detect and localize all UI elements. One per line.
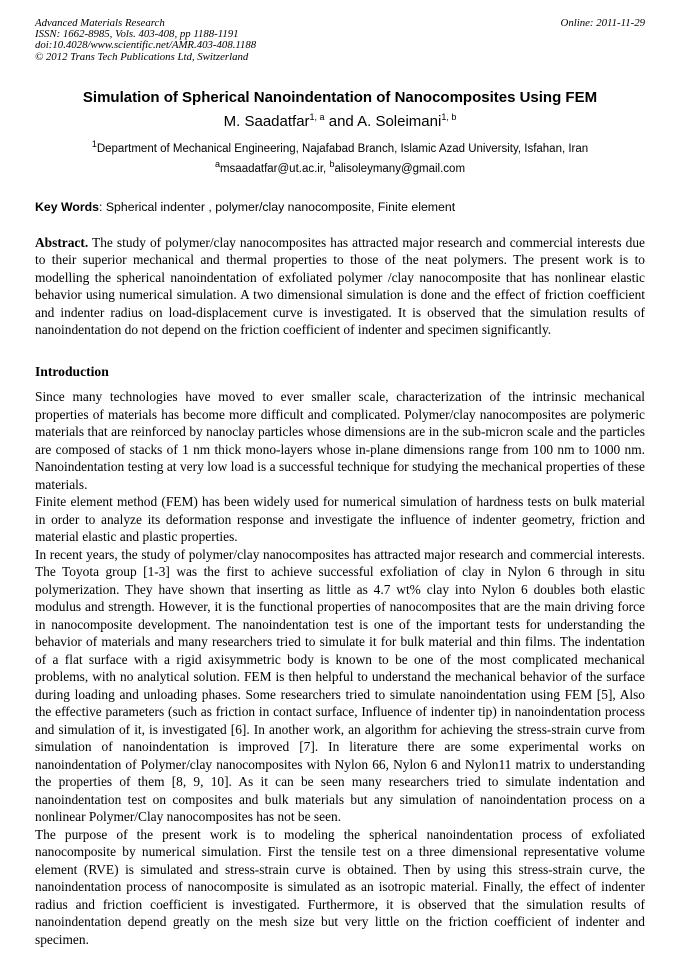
introduction-body [35,388,645,948]
intro-paragraph-3: In recent years, the study of polymer/clay nanocomposites has attracted major research and commercial interests. The Toyota group [1-3] was the first to achieve successful exfoliation of clay in Nylon 6 through in situ polymerization. They have shown that inserting as little as 4.7 wt% clay into Nylon 6 doubles both elastic modulus and strength. However, it is the functional properties of nanocomposites that are the main driving force in nanocomposite development. The nanoindentation test is one of the important tests for understanding the behavior of materials and many researchers tried to simulate it for bulk material and thin films. The indentation of a flat surface with a rigid axisymmetric body is known to be one of the most complicated mechanical problems, with no analytical solution. FEM is then helpful to understand the mechanical behavior of the surface during loading and unloading phases. Some researchers tried to simulate nanoindentation using FEM [5], Also the effective parameters (such as friction in contact surface, Influence of indenter tip) in nanoindentation process and simulation of it, is investigated [6]. In another work, an algorithm for achieving the stress-strain curve from simulation of nanoindentation is improved [7]. In literature there are some experimental works on nanoindentation of Polymer/clay nanocomposites with Nylon 66, Nylon 6 and Nylon11 matrix to understanding the properties of them [8, 9, 10]. As it can be seen many researchers tried to simulate indentation and nanoindentation test on composites and bulk materials but any simulation of nanoindentation process on a nonlinear Polymer/Clay nanocomposites has not be seen. [35,546,645,825]
email-b: alisoleymany@gmail.com [334,162,466,175]
author-1-name: M. Saadatfar [223,112,310,130]
doi-line: doi:10.4028/www.scientific.net/AMR.403-408.1188 [35,39,257,52]
email-a-superscript: a [214,158,220,169]
author-2-superscript: 1, b [441,111,457,122]
keywords-label: Key Words [35,199,100,214]
title-block [35,88,645,177]
keywords-line [35,200,645,215]
affiliation-superscript: 1 [91,138,97,149]
journal-name: Advanced Materials Research [35,17,165,29]
copyright-line: © 2012 Trans Tech Publications Ltd, Switzerland [35,50,249,63]
intro-paragraph-1: Since many technologies have moved to ever smaller scale, characterization of the intrinsic mechanical properties of materials has become more difficult and complicated. Polymer/clay nanocomposites are polymeric materials that are reinforced by nanoclay particles whose dimensions are in the sub-micron scale and the particles are composed of stacks of 1 nm thick mono-layers whose in-plane dimensions range from 100 nm to 1000 nm. Nanoindentation testing at very low load is a successful technique for studying the mechanical properties of these materials. [35,389,645,492]
keywords-text: : Spherical indenter , polymer/clay nanocomposite, Finite element [99,199,456,214]
affiliation-text: Department of Mechanical Engineering, Najafabad Branch, Islamic Azad University, Isfahan, Iran [96,142,589,155]
abstract-label: Abstract. [35,234,89,250]
authors-line [35,111,645,133]
author-2-name: A. Soleimani [357,112,442,130]
paper-title: Simulation of Spherical Nanoindentation of Nanocomposites Using FEM [82,88,598,106]
authors-connector: and [324,112,358,130]
paper-header [35,18,645,63]
introduction-heading: Introduction [35,363,109,379]
intro-paragraph-2: Finite element method (FEM) has been widely used for numerical simulation of hardness tests on bulk material in order to analyze its deformation response and investigate the influence of indenter geometry, friction and material elastic and plastic properties. [35,494,645,545]
abstract-paragraph [35,234,645,339]
online-date: Online: 2011-11-29 [560,17,645,29]
affiliation-line [35,138,645,157]
emails-line [35,158,645,177]
author-1-superscript: 1, a [309,111,325,122]
intro-paragraph-4: The purpose of the present work is to modeling the spherical nanoindentation process of exfoliated nanocomposite by numerical simulation. First the tensile test on a three dimensional representative volume element (RVE) is simulated and stress-strain curve is obtained. Then by using this stress-strain curve, the nanoindentation process of nanocomposite is simulated as an isotropic material. Finally, the effect of indenter radius and friction coefficient is investigated. Furthermore, it is observed that the simulation results of nanoindentation depend greatly on the mesh size but very little on the friction coefficient of indenter and specimen. [35,826,645,947]
email-a: msaadatfar@ut.ac.ir, [219,162,327,175]
issn-line: ISSN: 1662-8985, Vols. 403-408, pp 1188-1191 [35,28,239,41]
abstract-text: The study of polymer/clay nanocomposites has attracted major research and commercial interests due to their superior mechanical and thermal properties to those of the neat polymers. The present work is to modelling the spherical nanoindentation of exfoliated polymer /clay nanocomposite that has nonlinear elastic behavior using numerical simulation. A two dimensional simulation is done and the effect of friction coefficient and indenter radius on load-displacement curve is investigated. It is observed that the simulation results of nanoindentation do not depend on the friction coefficient of indenter and specimen significantly. [35,234,645,338]
email-b-superscript: b [329,158,335,169]
